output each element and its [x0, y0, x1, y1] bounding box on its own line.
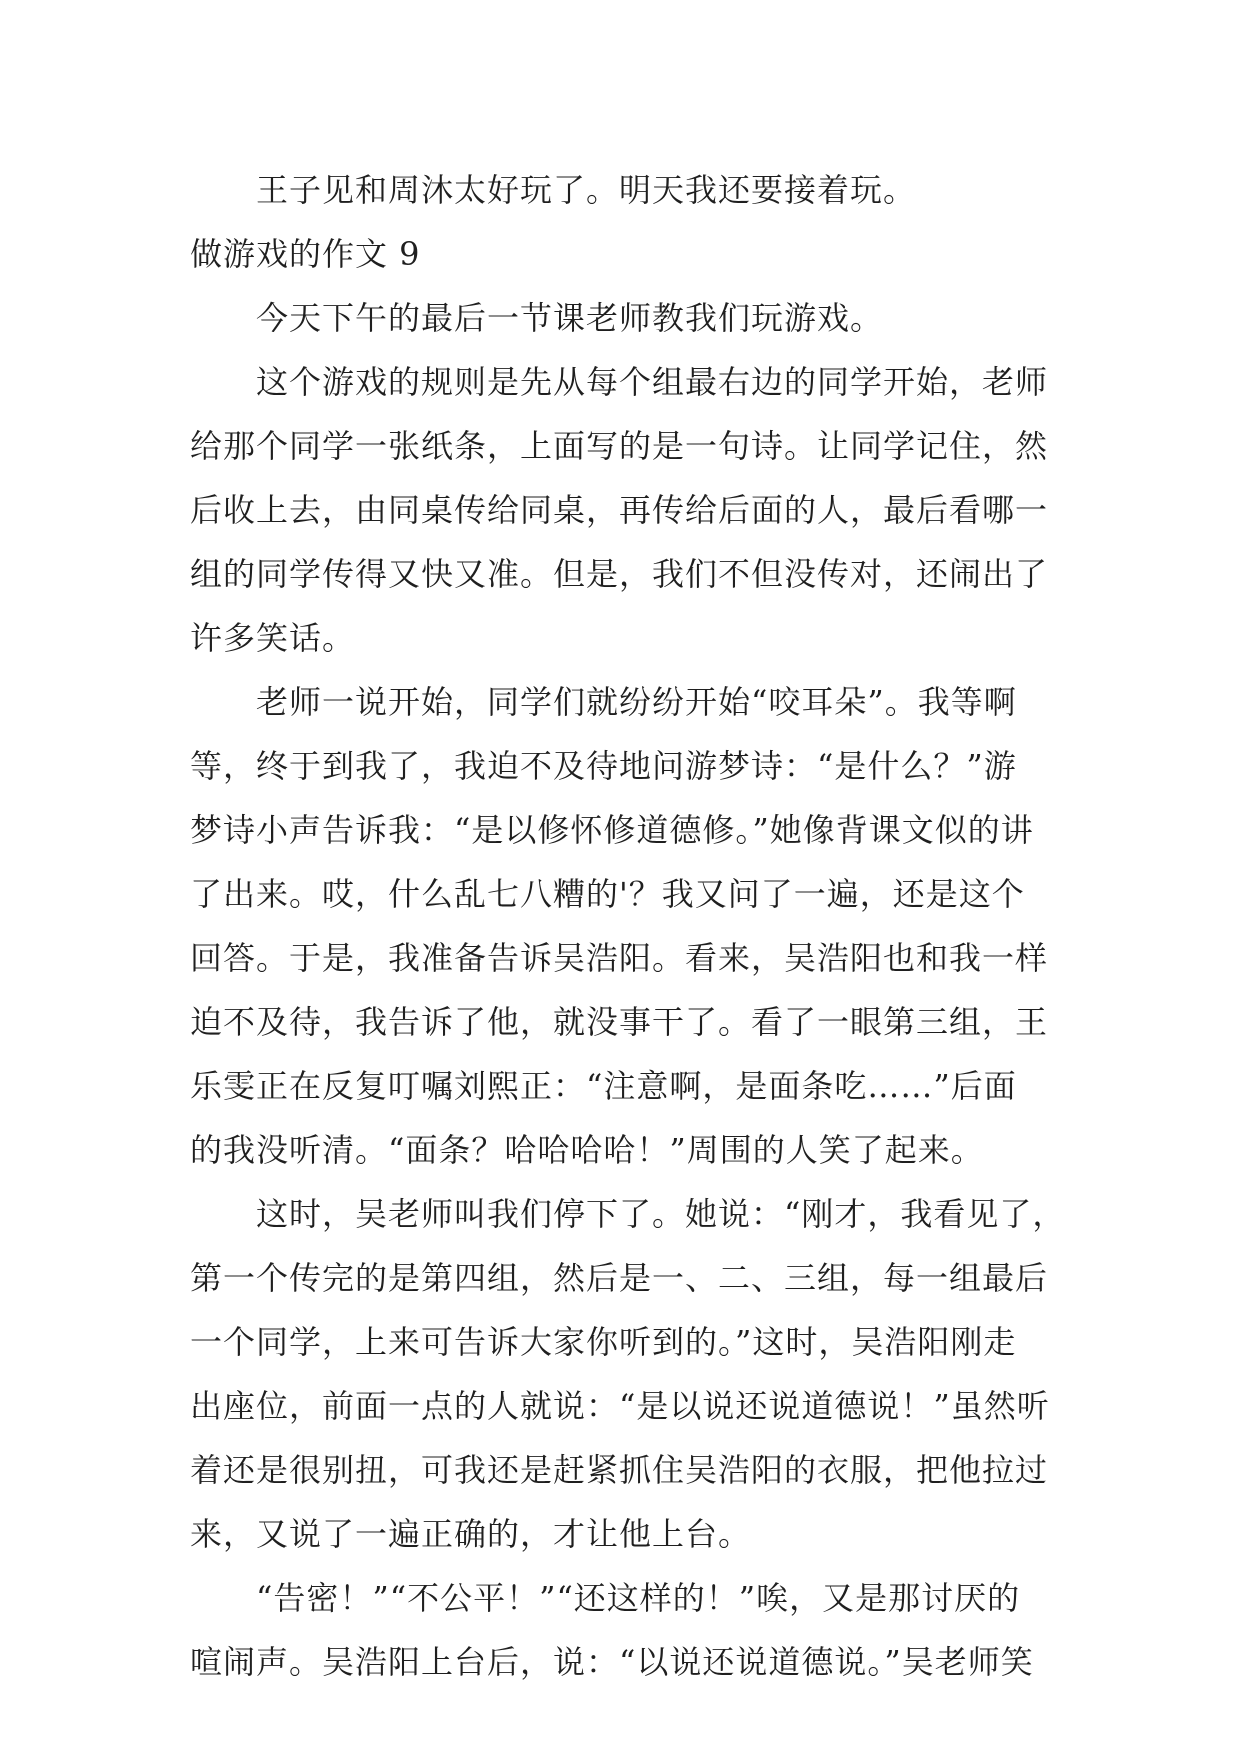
paragraph-line: 一个同学，上来可告诉大家你听到的。”这时，吴浩阳刚走: [190, 1323, 1017, 1361]
paragraph-4: [190, 1182, 1066, 1566]
paragraph-line: 组的同学传得又快又准。但是，我们不但没传对，还闹出了: [190, 555, 1049, 593]
paragraph-line: 梦诗小声告诉我：“是以修怀修道德修。”她像背课文似的讲: [190, 811, 1034, 849]
intro-line: 王子见和周沐太好玩了。明天我还要接着玩。: [256, 171, 917, 209]
section-heading: 做游戏的作文 9: [190, 235, 421, 273]
paragraph-line: 第一个传完的是第四组，然后是一、二、三组，每一组最后: [190, 1259, 1049, 1297]
paragraph-line: 老师一说开始，同学们就纷纷开始“咬耳朵”。我等啊: [256, 683, 1017, 721]
paragraph-line: 后收上去，由同桌传给同桌，再传给后面的人，最后看哪一: [190, 491, 1049, 529]
paragraph-line: 给那个同学一张纸条，上面写的是一句诗。让同学记住，然: [190, 427, 1049, 465]
paragraph-line: 喧闹声。吴浩阳上台后，说：“以说还说道德说。”吴老师笑: [190, 1643, 1034, 1681]
paragraph-line: 等，终于到我了，我迫不及待地问游梦诗：“是什么？”游: [190, 747, 1017, 785]
paragraph-line: 乐雯正在反复叮嘱刘熙正：“注意啊，是面条吃……”后面: [190, 1067, 1017, 1105]
paragraph-line: 了出来。哎，什么乱七八糟的'？我又问了一遍，还是这个: [190, 875, 1025, 913]
paragraph-line: “告密！”“不公平！”“还这样的！”唉，又是那讨厌的: [256, 1579, 1021, 1617]
paragraph-line: 着还是很别扭，可我还是赶紧抓住吴浩阳的衣服，把他拉过: [190, 1451, 1049, 1489]
paragraph-1: [190, 286, 1060, 350]
paragraph-line: 迫不及待，我告诉了他，就没事干了。看了一眼第三组，王: [190, 1003, 1049, 1041]
paragraph-line: 今天下午的最后一节课老师教我们玩游戏。: [256, 299, 884, 337]
paragraph-3: [190, 670, 1060, 1182]
paragraph-line: 来，又说了一遍正确的，才让他上台。: [190, 1515, 752, 1553]
paragraph-line: 的我没听清。“面条？哈哈哈哈！”周围的人笑了起来。: [190, 1131, 984, 1169]
paragraph-2: [190, 350, 1060, 670]
paragraph-line: 回答。于是，我准备告诉吴浩阳。看来，吴浩阳也和我一样: [190, 939, 1049, 977]
paragraph-5: [190, 1566, 1060, 1694]
paragraph-line: 许多笑话。: [190, 619, 356, 657]
document-body: [190, 158, 1066, 1694]
paragraph-line: 出座位，前面一点的人就说：“是以说还说道德说！”虽然听: [190, 1387, 1050, 1425]
paragraph-line: 这个游戏的规则是先从每个组最右边的同学开始，老师: [256, 363, 1049, 401]
paragraph-line: 这时，吴老师叫我们停下了。她说：“刚才，我看见了，: [256, 1195, 1066, 1233]
